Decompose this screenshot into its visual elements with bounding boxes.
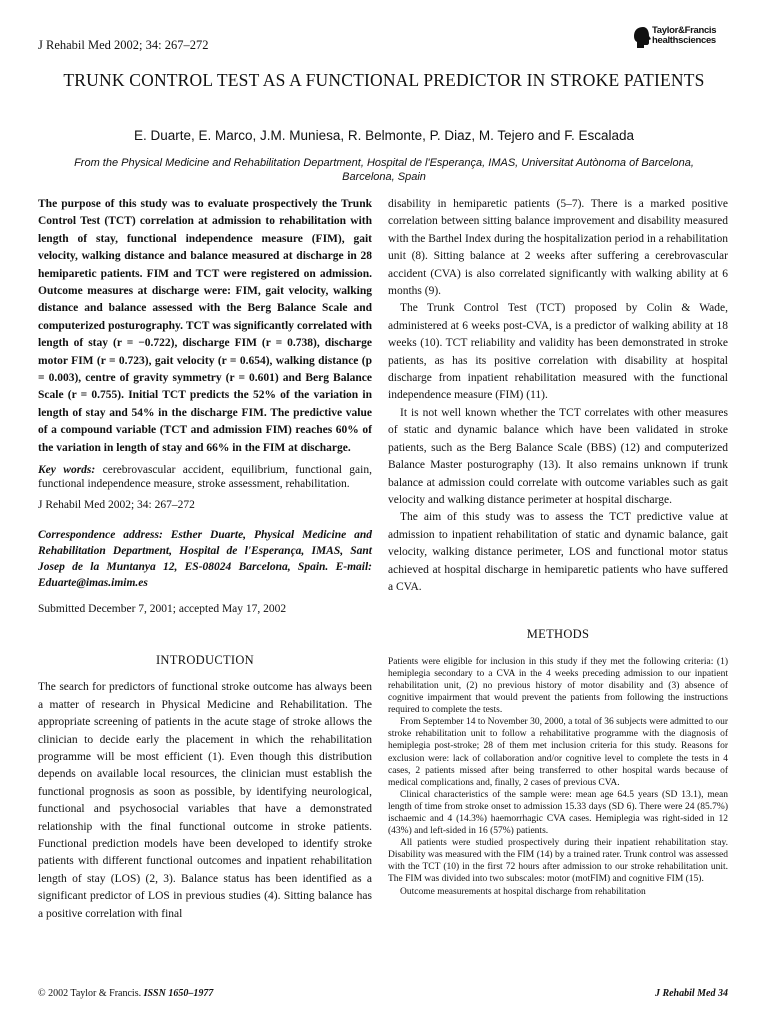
publisher-logo <box>632 26 760 52</box>
publisher-name-line1: Taylor&Francis <box>652 25 717 36</box>
keywords <box>38 463 372 491</box>
body-paragraph: disability in hemiparetic patients (5–7). There is a marked positive correlation between sitting balance improvement and disability measured with the Barthel Index during the hospitalization period in a rehabilitation unit (8). Sitting balance at 2 weeks after suffering a cerebrovascular accident (CVA) is also correlated significantly with walking ability at 6 months (9). <box>388 198 728 298</box>
correspondence-address: Correspondence address: Esther Duarte, Physical Medicine and Rehabilitation Department, Hospital de l'Esperança, IMAS, Sant Josep de la Muntanya 12, ES-08024 Barcelona, Spain. E-mail: Eduarte@imas.imim.es <box>38 528 372 589</box>
issn: ISSN 1650–1977 <box>143 988 214 999</box>
copyright-text: © 2002 Taylor & Francis. <box>38 988 142 999</box>
body-paragraph: It is not well known whether the TCT correlates with other measures of static and dynamic balance which have been validated in stroke patients, such as the Berg Balance Scale (BBS) (12) and computerized Balance Master posturography (13). It also remains unknown if trunk balance at admission could correlate with outcome variables such as gait velocity and walking distance perimeter at hospital discharge. <box>388 406 728 506</box>
methods-paragraph: Outcome measurements at hospital discharge from rehabilitation <box>400 886 646 897</box>
publisher-name-line2: healthsciences <box>652 35 716 46</box>
body-paragraph: The Trunk Control Test (TCT) proposed by Colin & Wade, administered at 6 weeks post-CVA, is a predictor of walking ability at 18 weeks (10). TCT reliability and validity has been demonstrated in stroke patients, as has its positive correlation with disability at hospital discharge from inpatient rehabilitation measured with the functional independence measure (FIM) (11). <box>388 302 728 402</box>
right-column <box>388 196 728 898</box>
publisher-head-icon <box>632 26 652 50</box>
keywords-list: cerebrovascular accident, equilibrium, functional gain, functional independence measure, stroke assessment, rehabilitation. <box>38 464 372 491</box>
methods-paragraph: All patients were studied prospectively during their inpatient rehabilitation stay. Disability was measured with the FIM (14) by a trained rater. Trunk control was assessed with the TCT (10) in the first 72 hours after admission to our stroke rehabilitation unit. The FIM was divided into two subscales: motor (motFIM) and cognitive FIM (15). <box>388 838 728 885</box>
body-paragraph: The aim of this study was to assess the TCT predictive value at admission to inpatient rehabilitation of static and dynamic balance, gait velocity, walking distance perimeter, LOS and functional motor status achieved at hospital discharge in hemiparetic patients who have suffered a CVA. <box>388 511 728 593</box>
footer-copyright <box>38 988 213 999</box>
publisher-name <box>652 26 716 46</box>
abstract: The purpose of this study was to evaluate prospectively the Trunk Control Test (TCT) correlation at admission to rehabilitation with length of stay, functional independence measure (FIM), gait velocity, walking distance and balance measured at discharge in 28 hemiparetic patients. FIM and TCT were registered on admission. Outcome measures at discharge were: FIM, gait velocity, walking distance and balance assessed with the Berg Balance Scale and computerized posturography. TCT was significantly correlated with length of stay (r = −0.722), discharge FIM (r = 0.738), discharge motor FIM (r = 0.723), gait velocity (r = 0.654), walking distance (p = 0.003), centre of gravity symmetry (r = 0.601) and Berg Balance Scale (r = 0.755). Initial TCT predicts the 52% of the variation in length of stay and 54% in the discharge FIM. The predictive value of a compound variable (TCT and admission FIM) reaches 60% of the variation in length of stay and 66% in the FIM at discharge. <box>38 198 372 454</box>
submission-dates: Submitted December 7, 2001; accepted May 17, 2002 <box>38 602 287 615</box>
left-column <box>38 196 372 923</box>
journal-citation: J Rehabil Med 2002; 34: 267–272 <box>38 499 195 512</box>
keywords-label: Key words: <box>38 464 96 477</box>
methods-heading: METHODS <box>526 627 590 642</box>
introduction-heading: INTRODUCTION <box>155 652 255 667</box>
article-authors: E. Duarte, E. Marco, J.M. Muniesa, R. Belmonte, P. Diaz, M. Tejero and F. Escalada <box>134 128 634 143</box>
introduction-paragraph: The search for predictors of functional stroke outcome has always been a matter of research in Physical Medicine and Rehabilitation. The appropriate screening of patients in the acute stage of stroke allows the clinician to decide early the placement in which the rehabilitation programme will be most efficient (1). Even though this distribution depends on available local resources, the clinician must establish the functional prognosis as soon as possible, by identifying neurological, functional and psychosocial variables that have a demonstrated relationship with the final functional outcome in stroke patients. Functional prediction models have been developed to identify stroke patients with different functional outcomes and inpatient rehabilitation length of stay (LOS) (2, 3). Balance status has been identified as a significant predictor of LOS in previous studies (4). Sitting balance has a positive correlation with final <box>38 681 372 920</box>
article-title: TRUNK CONTROL TEST AS A FUNCTIONAL PREDICTOR IN STROKE PATIENTS <box>63 70 705 90</box>
footer-journal: J Rehabil Med 34 <box>654 988 728 999</box>
running-header: J Rehabil Med 2002; 34: 267–272 <box>38 38 209 52</box>
methods-paragraph: Patients were eligible for inclusion in this study if they met the following criteria: (1) hemiplegia secondary to a CVA in the 4 weeks preceding admission to our inpatient rehabilitation unit, (2) no previous history of motor disability and (3) absence of cognitive impairment that would prevent the patients from following the instructions required to complete the tests. <box>388 656 728 716</box>
methods-paragraph: Clinical characteristics of the sample were: mean age 64.5 years (SD 13.1), mean length of time from stroke onset to admission 15.33 days (SD 6). There were 24 (85.7%) ischaemic and 4 (14.3%) haemorrhagic CVA cases. Hemiplegia was right-sided in 12 (43%) and left-sided in 16 (57%) patients. <box>388 789 728 837</box>
methods-paragraph: From September 14 to November 30, 2000, a total of 36 subjects were admitted to our stroke rehabilitation unit to follow a rehabilitative programme with the diagnosis of hemiplegia post-stroke; 28 of them met inclusion criteria for this study. Reasons for exclusion were: lack of collaboration and/or cognitive level to complete the tests in 4 cases, 2 patients missed after being transferred to other hospital wards because of medical complications and, finally, 2 cases of previous CVA. <box>388 717 728 788</box>
article-affiliation: From the Physical Medicine and Rehabilitation Department, Hospital de l'Esperança, IMAS, Universitat Autònoma of Barcelona, Barcelona, Spain <box>74 157 694 183</box>
